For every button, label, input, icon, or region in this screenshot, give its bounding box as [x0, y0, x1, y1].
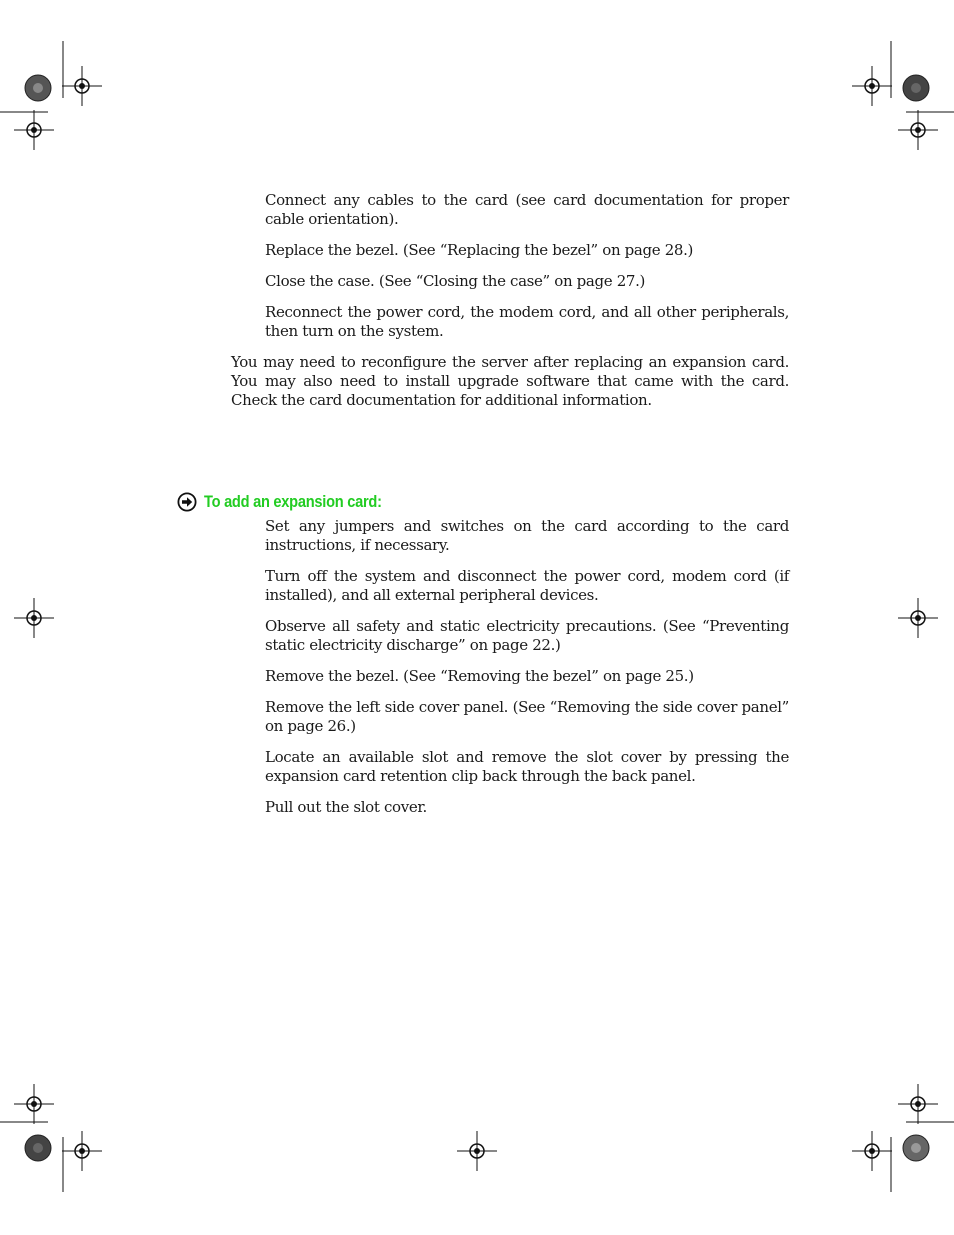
- procedure-heading: [177, 491, 411, 513]
- procedure-title: To add an expansion card:: [204, 492, 382, 511]
- starburst-target-icon: [901, 73, 931, 103]
- arrow-right-circle-icon: [177, 492, 197, 512]
- step-remove-bezel: Remove the bezel. (See “Removing the bezel” on page 25.): [265, 667, 694, 685]
- step-connect-cables: Connect any cables to the card (see card documentation for proper cable orientation).: [265, 191, 789, 228]
- starburst-target-icon: [901, 1133, 931, 1163]
- step-safety-precautions: Observe all safety and static electricity precautions. (See “Preventing static electricity discharge” on page 22.): [265, 617, 789, 654]
- registration-mark-icon: [62, 66, 102, 106]
- registration-mark-icon: [898, 1084, 938, 1124]
- step-set-jumpers: Set any jumpers and switches on the card according to the card instructions, if necessary.: [265, 517, 789, 554]
- registration-mark-icon: [14, 1084, 54, 1124]
- step-close-case: Close the case. (See “Closing the case” on page 27.): [265, 272, 646, 290]
- registration-mark-icon: [14, 598, 54, 638]
- step-pull-slot-cover: Pull out the slot cover.: [265, 798, 427, 816]
- step-reconnect-power: Reconnect the power cord, the modem cord, and all other peripherals, then turn on the system.: [265, 303, 789, 340]
- step-remove-side-panel: Remove the left side cover panel. (See “Removing the side cover panel” on page 26.): [265, 698, 789, 735]
- registration-mark-icon: [898, 598, 938, 638]
- registration-mark-icon: [62, 1131, 102, 1171]
- starburst-target-icon: [23, 1133, 53, 1163]
- step-turn-off-system: Turn off the system and disconnect the power cord, modem cord (if installed), and all external peripheral devices.: [265, 567, 789, 604]
- starburst-target-icon: [23, 73, 53, 103]
- registration-mark-icon: [852, 1131, 892, 1171]
- step-replace-bezel: Replace the bezel. (See “Replacing the bezel” on page 28.): [265, 241, 694, 259]
- registration-mark-icon: [898, 110, 938, 150]
- reconfigure-note: You may need to reconfigure the server after replacing an expansion card. You may also need to install upgrade software that came with the card. Check the card documentation for additional information.: [231, 353, 789, 409]
- registration-mark-icon: [852, 66, 892, 106]
- step-locate-slot: Locate an available slot and remove the slot cover by pressing the expansion card retention clip back through the back panel.: [265, 748, 789, 785]
- registration-mark-icon: [14, 110, 54, 150]
- registration-mark-icon: [457, 1131, 497, 1171]
